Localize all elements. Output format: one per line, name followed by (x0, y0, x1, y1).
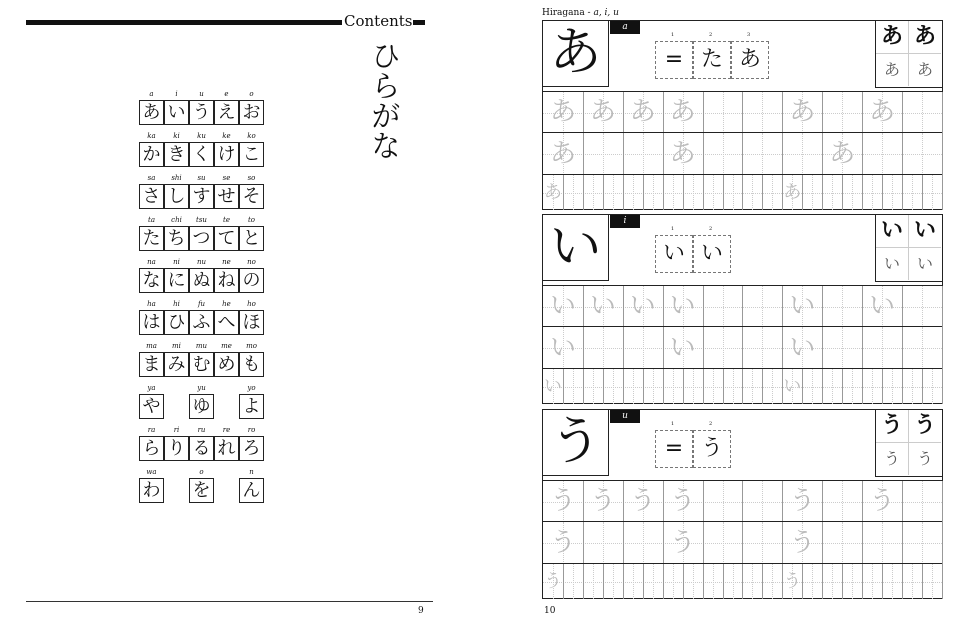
romaji-label: he (222, 300, 231, 308)
romaji-label: te (223, 216, 230, 224)
romaji-label: su (197, 174, 206, 182)
practice-row (543, 326, 942, 369)
practice-cell (902, 286, 943, 327)
practice-cell (623, 522, 664, 564)
practice-cell (703, 564, 724, 599)
romaji-label: yu (197, 384, 206, 392)
variant-glyph: あ (916, 60, 933, 79)
kana-cell: ひ (164, 310, 189, 335)
practice-block (542, 20, 943, 210)
practice-cell (862, 564, 883, 599)
practice-cell: あ (782, 175, 803, 210)
kana-cell: し (164, 184, 189, 209)
practice-row (543, 174, 942, 210)
practice-cell (862, 175, 883, 210)
stroke-order-box: い (655, 235, 693, 273)
variant-glyph: う (916, 449, 933, 468)
romaji-label: ho (247, 300, 256, 308)
practice-cell (623, 369, 644, 404)
kana-cell: を (189, 478, 214, 503)
practice-cell (583, 175, 604, 210)
practice-cell (643, 175, 664, 210)
practice-cell (902, 327, 943, 369)
kana-cell: よ (239, 394, 264, 419)
font-variants (875, 21, 942, 88)
practice-cell (902, 92, 943, 133)
header-sounds: a, i, u (593, 8, 619, 18)
font-variants (875, 215, 942, 282)
practice-cell (623, 327, 664, 369)
practice-cell (822, 564, 843, 599)
practice-cell: あ (583, 92, 624, 133)
romaji-tag: u (610, 410, 640, 423)
kana-cell: と (239, 226, 264, 251)
practice-cell (743, 133, 784, 175)
contents-rule (26, 20, 342, 25)
practice-cell (902, 522, 943, 564)
practice-cell (862, 133, 903, 175)
kana-cell: ぬ (189, 268, 214, 293)
practice-cell (703, 286, 744, 327)
practice-cell (703, 481, 744, 522)
kana-cell: た (139, 226, 164, 251)
practice-cell (842, 175, 863, 210)
header-prefix: Hiragana - (542, 8, 594, 18)
practice-cell (743, 481, 784, 522)
practice-cell (822, 522, 863, 564)
contents-heading: Contents (344, 12, 413, 30)
practice-cell: あ (862, 92, 903, 133)
practice-cell (922, 175, 943, 210)
practice-cell (703, 327, 744, 369)
romaji-label: e (224, 90, 229, 98)
practice-cell (563, 369, 584, 404)
romaji-label: yo (247, 384, 256, 392)
romaji-label: tsu (196, 216, 207, 224)
practice-cell (603, 369, 624, 404)
romaji-tag: a (610, 21, 640, 34)
practice-cell (743, 175, 764, 210)
practice-cell (683, 564, 704, 599)
stroke-number: 3 (747, 32, 751, 38)
practice-row (543, 91, 942, 133)
practice-cell (862, 522, 903, 564)
romaji-label: to (247, 216, 256, 224)
practice-cell (703, 92, 744, 133)
practice-cell (583, 522, 624, 564)
practice-cell (882, 175, 903, 210)
practice-cell: い (543, 369, 564, 404)
variant-glyph: い (916, 254, 933, 273)
practice-cell (902, 369, 923, 404)
practice-cell (563, 175, 584, 210)
stroke-order-box: = (655, 41, 693, 79)
stroke-number: 1 (671, 32, 675, 38)
practice-cell (762, 564, 783, 599)
romaji-label: mi (172, 342, 181, 350)
practice-cell (603, 175, 624, 210)
kana-cell: れ (214, 436, 239, 461)
romaji-label: ro (247, 426, 256, 434)
practice-cell (922, 564, 943, 599)
page-number-left: 9 (418, 606, 424, 616)
practice-cell: う (782, 522, 823, 564)
contents-rule-end (413, 20, 425, 25)
romaji-label: ni (173, 258, 180, 266)
kana-cell: わ (139, 478, 164, 503)
practice-cell (663, 369, 684, 404)
kana-cell: む (189, 352, 214, 377)
kana-cell: え (214, 100, 239, 125)
romaji-label: ma (146, 342, 157, 350)
practice-cell: い (623, 286, 664, 327)
vertical-title: ひらがな (365, 40, 400, 160)
romaji-label: ya (147, 384, 156, 392)
stroke-number: 1 (671, 421, 675, 427)
practice-cell (743, 327, 784, 369)
romaji-label: mo (246, 342, 257, 350)
practice-cell (723, 175, 744, 210)
romaji-label: shi (171, 174, 182, 182)
practice-cell: う (782, 481, 823, 522)
romaji-label: ki (173, 132, 180, 140)
romaji-label: ta (148, 216, 155, 224)
practice-row (543, 285, 942, 327)
practice-cell: い (543, 286, 584, 327)
practice-cell (703, 522, 744, 564)
practice-cell (802, 564, 823, 599)
kana-cell: け (214, 142, 239, 167)
romaji-label: re (222, 426, 231, 434)
kana-cell: や (139, 394, 164, 419)
practice-cell: う (543, 481, 584, 522)
kana-cell: ま (139, 352, 164, 377)
stroke-order-box: う (693, 430, 731, 468)
practice-block (542, 214, 943, 404)
practice-cell: う (782, 564, 803, 599)
practice-cell (583, 369, 604, 404)
practice-cell (902, 564, 923, 599)
right-page (485, 0, 970, 627)
practice-cell (802, 175, 823, 210)
kana-cell: ら (139, 436, 164, 461)
practice-cell (842, 369, 863, 404)
practice-block (542, 409, 943, 599)
kana-cell: あ (139, 100, 164, 125)
practice-cell (643, 369, 664, 404)
practice-cell: い (663, 286, 704, 327)
stroke-number: 1 (671, 226, 675, 232)
variant-glyph: あ (909, 21, 941, 54)
practice-cell (623, 133, 664, 175)
romaji-label: ka (147, 132, 156, 140)
variant-glyph: い (876, 215, 909, 248)
practice-cell (603, 564, 624, 599)
stroke-number: 2 (709, 32, 713, 38)
variant-glyph: う (876, 410, 909, 443)
practice-cell (822, 92, 863, 133)
stroke-number: 2 (709, 226, 713, 232)
practice-cell: あ (543, 175, 564, 210)
stroke-order-box: あ (731, 41, 769, 79)
kana-cell: か (139, 142, 164, 167)
romaji-label: chi (171, 216, 182, 224)
kana-cell: て (214, 226, 239, 251)
kana-cell: へ (214, 310, 239, 335)
kana-cell: う (189, 100, 214, 125)
practice-cell (862, 327, 903, 369)
practice-cell: い (782, 327, 823, 369)
romaji-label: ru (197, 426, 206, 434)
practice-cell (822, 286, 863, 327)
romaji-label: ko (247, 132, 256, 140)
practice-cell (822, 327, 863, 369)
practice-cell: あ (623, 92, 664, 133)
practice-cell (583, 327, 624, 369)
romaji-label: wa (146, 468, 157, 476)
page-number-right: 10 (544, 606, 556, 616)
practice-row (543, 368, 942, 404)
kana-cell: せ (214, 184, 239, 209)
romaji-label: ri (173, 426, 180, 434)
kana-cell: い (164, 100, 189, 125)
practice-cell (802, 369, 823, 404)
variant-glyph: う (909, 410, 941, 443)
stroke-order-box: い (693, 235, 731, 273)
kana-cell: に (164, 268, 189, 293)
kana-cell: な (139, 268, 164, 293)
practice-cell: う (862, 481, 903, 522)
kana-cell: こ (239, 142, 264, 167)
practice-cell: い (663, 327, 704, 369)
kana-cell: は (139, 310, 164, 335)
kana-cell: り (164, 436, 189, 461)
stroke-order-box: = (655, 430, 693, 468)
practice-cell: い (782, 369, 803, 404)
variant-glyph: う (876, 443, 909, 475)
font-variants (875, 410, 942, 477)
variant-glyph: い (876, 248, 909, 280)
kana-cell: ね (214, 268, 239, 293)
romaji-label: hi (173, 300, 180, 308)
practice-cell (563, 564, 584, 599)
practice-cell (743, 564, 764, 599)
kana-cell: す (189, 184, 214, 209)
practice-cell (703, 175, 724, 210)
practice-cell: あ (822, 133, 863, 175)
practice-cell: い (583, 286, 624, 327)
practice-cell (743, 369, 764, 404)
practice-cell (743, 92, 784, 133)
practice-cell (782, 133, 823, 175)
practice-cell (902, 481, 943, 522)
romaji-label: so (247, 174, 256, 182)
kana-cell: つ (189, 226, 214, 251)
variant-glyph: あ (876, 54, 909, 86)
kana-cell: さ (139, 184, 164, 209)
practice-cell (703, 133, 744, 175)
romaji-label: fu (197, 300, 206, 308)
romaji-label: ke (222, 132, 231, 140)
romaji-label: i (175, 90, 178, 98)
kana-cell: ん (239, 478, 264, 503)
practice-row (543, 480, 942, 522)
kana-cell: ふ (189, 310, 214, 335)
practice-row (543, 563, 942, 599)
romaji-label: ku (197, 132, 206, 140)
kana-cell: め (214, 352, 239, 377)
practice-cell (822, 481, 863, 522)
practice-cell (743, 522, 784, 564)
practice-cell: い (543, 327, 584, 369)
practice-cell (703, 369, 724, 404)
practice-row (543, 521, 942, 564)
kana-cell: ろ (239, 436, 264, 461)
practice-cell (583, 564, 604, 599)
practice-cell (922, 369, 943, 404)
romaji-label: o (199, 468, 204, 476)
romaji-label: ra (147, 426, 156, 434)
practice-cell (822, 369, 843, 404)
practice-cell (683, 175, 704, 210)
practice-cell: あ (663, 92, 704, 133)
romaji-label: n (249, 468, 254, 476)
kana-cell: ゆ (189, 394, 214, 419)
practice-cell (723, 369, 744, 404)
variant-glyph: い (909, 215, 941, 248)
romaji-label: o (249, 90, 254, 98)
practice-cell (882, 564, 903, 599)
romaji-label: ha (147, 300, 156, 308)
practice-cell: う (543, 522, 584, 564)
romaji-label: no (247, 258, 256, 266)
practice-cell: あ (663, 133, 704, 175)
practice-cell (762, 175, 783, 210)
practice-cell: あ (543, 92, 584, 133)
practice-cell (862, 369, 883, 404)
practice-cell: う (663, 522, 704, 564)
kana-cell: そ (239, 184, 264, 209)
romaji-label: nu (196, 258, 207, 266)
practice-row (543, 132, 942, 175)
kana-cell: も (239, 352, 264, 377)
kana-cell: の (239, 268, 264, 293)
large-kana: い (543, 215, 609, 281)
section-header (542, 8, 619, 18)
large-kana: う (543, 410, 609, 476)
romaji-label: u (199, 90, 204, 98)
romaji-label: ne (222, 258, 231, 266)
practice-cell (663, 564, 684, 599)
kana-cell: ほ (239, 310, 264, 335)
footer-rule (26, 601, 433, 602)
kana-cell: る (189, 436, 214, 461)
practice-cell (583, 133, 624, 175)
romaji-label: a (149, 90, 154, 98)
stroke-number: 2 (709, 421, 713, 427)
practice-cell (842, 564, 863, 599)
romaji-label: se (222, 174, 231, 182)
practice-cell (882, 369, 903, 404)
practice-cell (663, 175, 684, 210)
practice-cell: う (543, 564, 564, 599)
kana-cell: み (164, 352, 189, 377)
practice-cell (623, 175, 644, 210)
kana-cell: お (239, 100, 264, 125)
romaji-label: sa (147, 174, 156, 182)
practice-cell (743, 286, 784, 327)
practice-cell (902, 133, 943, 175)
romaji-label: na (147, 258, 156, 266)
practice-cell (683, 369, 704, 404)
practice-cell: う (583, 481, 624, 522)
practice-cell (822, 175, 843, 210)
practice-cell (723, 564, 744, 599)
practice-cell: い (862, 286, 903, 327)
practice-cell (762, 369, 783, 404)
kana-cell: き (164, 142, 189, 167)
practice-cell (643, 564, 664, 599)
large-kana: あ (543, 21, 609, 87)
kana-cell: く (189, 142, 214, 167)
practice-cell: あ (543, 133, 584, 175)
practice-cell: い (782, 286, 823, 327)
variant-glyph: あ (876, 21, 909, 54)
practice-cell: う (663, 481, 704, 522)
practice-cell (623, 564, 644, 599)
romaji-tag: i (610, 215, 640, 228)
practice-cell: う (623, 481, 664, 522)
practice-cell: あ (782, 92, 823, 133)
practice-cell (902, 175, 923, 210)
romaji-label: mu (195, 342, 208, 350)
romaji-label: me (221, 342, 232, 350)
kana-cell: ち (164, 226, 189, 251)
stroke-order-box: た (693, 41, 731, 79)
